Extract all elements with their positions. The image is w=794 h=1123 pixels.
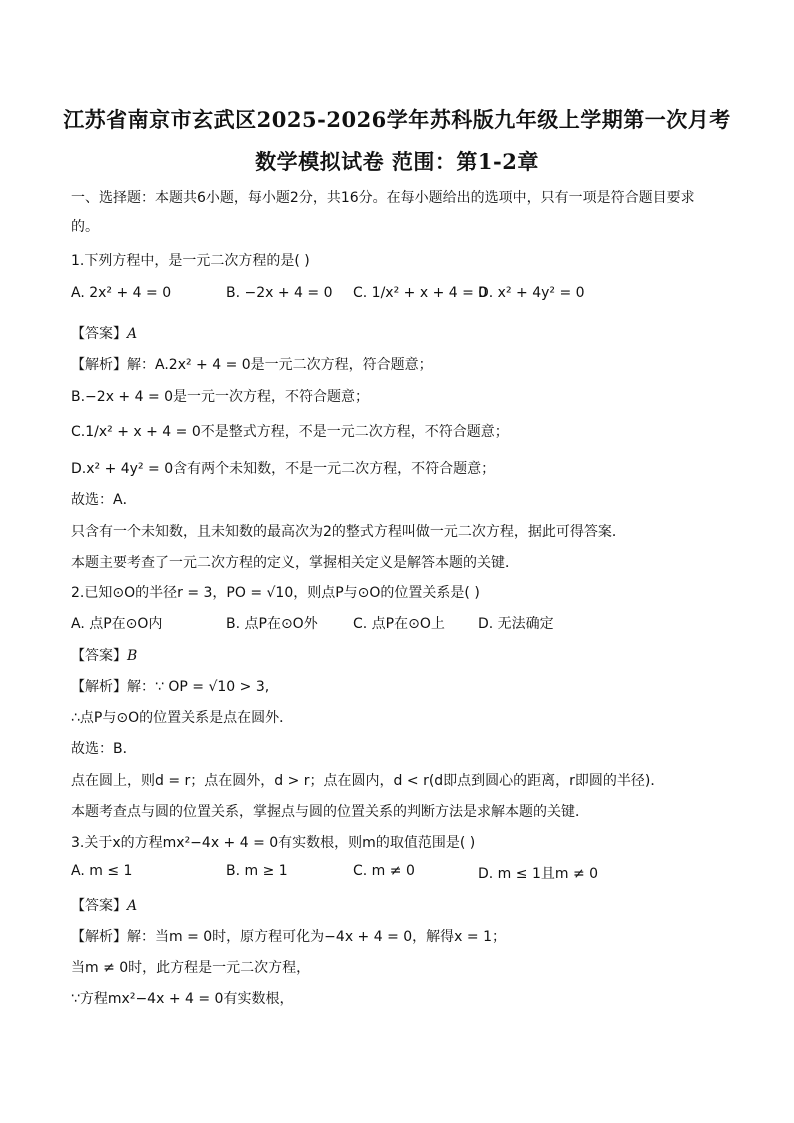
question-3-option-c: C. m ≠ 0 (353, 863, 415, 879)
question-2-analysis-2: ∴点P与⊙O的位置关系是点在圆外． (71, 710, 294, 726)
answer-value: A (127, 898, 138, 914)
answer-value: A (127, 326, 138, 342)
question-2-option-c: C. 点P在⊙O上 (353, 616, 445, 632)
question-3-analysis-1 (71, 926, 506, 946)
answer-label: 【答案】 (71, 326, 127, 342)
question-3-option-a: A. m ≤ 1 (71, 863, 133, 879)
question-3-answer (71, 895, 137, 915)
question-3-analysis-3: ∵方程mx²−4x + 4 = 0有实数根， (71, 991, 294, 1007)
answer-value: B (127, 648, 138, 664)
section-heading-cont: 的。 (71, 219, 99, 235)
page-subtitle: 数学模拟试卷 范围：第1-2章 (255, 149, 539, 174)
question-3-option-b: B. m ≥ 1 (226, 863, 288, 879)
question-2-analysis-5: 本题考查点与圆的位置关系，掌握点与圆的位置关系的判断方法是求解本题的关键． (71, 804, 589, 820)
question-2-analysis-1 (71, 676, 269, 696)
question-2-answer (71, 645, 137, 665)
question-2-analysis-4: 点在圆上，则d = r；点在圆外，d > r；点在圆内，d < r(d即点到圆心的距离，r即圆的半径)． (71, 773, 665, 789)
question-1-analysis-3: C.1/x² + x + 4 = 0不是整式方程，不是一元二次方程，不符合题意； (71, 424, 509, 440)
question-2-option-a: A. 点P在⊙O内 (71, 616, 163, 632)
question-1-option-b: B. −2x + 4 = 0 (226, 285, 333, 301)
question-1-answer (71, 323, 137, 343)
question-1-analysis-2: B.−2x + 4 = 0是一元一次方程，不符合题意； (71, 389, 370, 405)
question-2-stem: 2.已知⊙O的半径r = 3，PO = √10，则点P与⊙O的位置关系是( ) (71, 585, 480, 601)
question-3-analysis-2: 当m ≠ 0时，此方程是一元二次方程， (71, 960, 311, 976)
question-2-analysis-3: 故选：B． (71, 741, 137, 757)
analysis-text: 解：A.2x² + 4 = 0是一元二次方程，符合题意； (127, 357, 433, 373)
answer-label: 【答案】 (71, 648, 127, 664)
page-title: 江苏省南京市玄武区2025-2026学年苏科版九年级上学期第一次月考 (63, 107, 731, 132)
question-1-analysis-4: D.x² + 4y² = 0含有两个未知数，不是一元二次方程，不符合题意； (71, 461, 496, 477)
question-3-option-d: D. m ≤ 1且m ≠ 0 (478, 866, 599, 882)
analysis-label: 【解析】 (71, 679, 127, 695)
question-1-analysis-5: 故选：A． (71, 492, 137, 508)
analysis-label: 【解析】 (71, 357, 127, 373)
question-1-option-c: C. 1/x² + x + 4 = 0 (353, 285, 488, 301)
question-3-stem: 3.关于x的方程mx²−4x + 4 = 0有实数根，则m的取值范围是( ) (71, 835, 476, 851)
section-heading: 一、选择题：本题共6小题，每小题2分，共16分。在每小题给出的选项中，只有一项是符合题目要求 (71, 190, 695, 206)
question-1-stem: 1.下列方程中，是一元二次方程的是( ) (71, 253, 310, 269)
answer-label: 【答案】 (71, 898, 127, 914)
question-1-analysis-7: 本题主要考查了一元二次方程的定义，掌握相关定义是解答本题的关键． (71, 555, 519, 571)
analysis-text: 解：当m = 0时，原方程可化为−4x + 4 = 0，解得x = 1； (127, 929, 506, 945)
question-1-option-d: D. x² + 4y² = 0 (478, 285, 585, 301)
question-1-option-a: A. 2x² + 4 = 0 (71, 285, 172, 301)
question-1-analysis-6: 只含有一个未知数，且未知数的最高次为2的整式方程叫做一元二次方程，据此可得答案． (71, 524, 626, 540)
analysis-text: 解：∵ OP = √10 > 3, (127, 679, 270, 695)
question-2-option-b: B. 点P在⊙O外 (226, 616, 318, 632)
analysis-label: 【解析】 (71, 929, 127, 945)
question-2-option-d: D. 无法确定 (478, 616, 554, 632)
question-1-analysis-1 (71, 354, 433, 374)
